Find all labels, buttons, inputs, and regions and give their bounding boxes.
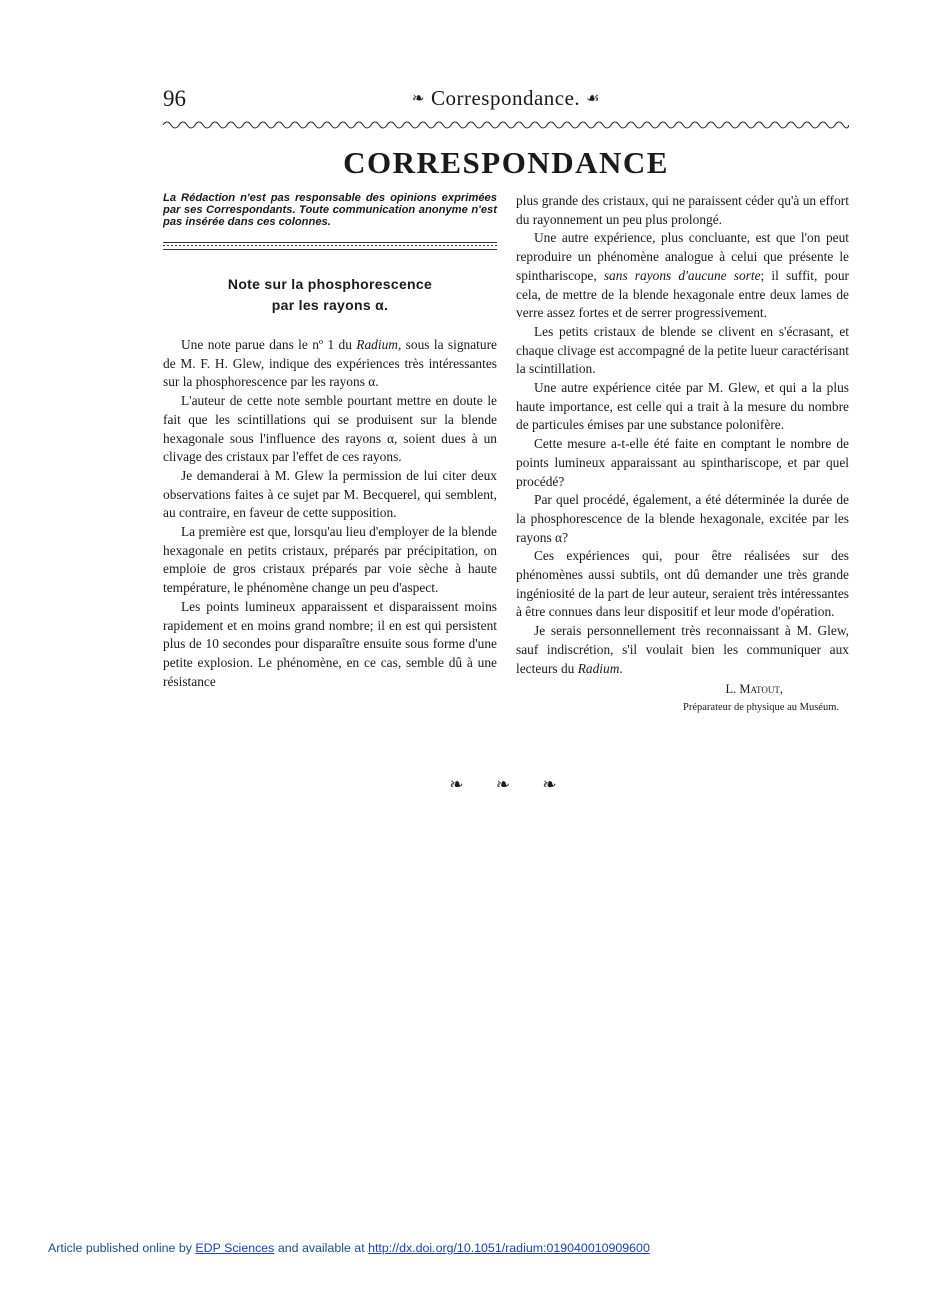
- right-column: [516, 192, 849, 718]
- left-ornament-icon: ❧: [411, 91, 425, 107]
- paragraph: Les points lumineux apparaissent et disparaissent moins rapidement et en moins grand nombre; il en est qui persistent plus de 10 secondes pour disparaître ensuite sous forme d'une petite explosion. Le phénomène, en ce cas, semble dû à une résistance: [163, 598, 497, 689]
- right-ornament-icon: ☙: [586, 91, 601, 107]
- wavy-rule-divider: [163, 118, 849, 130]
- journal-name: Radium: [577, 660, 620, 676]
- paragraph: L'auteur de cette note semble pourtant mettre en doute le fait que les scintillations qui se produisent sur la blende hexagonale sous l'influence des rayons α, soient dues à un clivage des cristaux par l'effet de ces rayons.: [163, 393, 497, 465]
- author-signature: L. Matout,: [725, 682, 783, 697]
- doi-link[interactable]: http://dx.doi.org/10.1051/radium:019040010909600: [368, 1241, 650, 1255]
- emphasis-text: sans rayons d'aucune sorte: [603, 267, 761, 283]
- paragraph: [516, 622, 849, 678]
- separator-rule: [163, 242, 497, 250]
- paragraph: Une autre expérience citée par M. Glew, et qui a la plus haute importance, est celle qui a trait à la mesure du nombre de particules émises par une substance polonifère.: [516, 380, 849, 433]
- paragraph: [163, 336, 497, 392]
- paragraph: Ces expériences qui, pour être réalisées sur des phénomènes aussi subtils, ont dû demander une très grande ingéniosité de la part de leur auteur, seraient très intéressantes à être connues dans leur dispositif et leur mode d'opération.: [516, 548, 849, 620]
- author-role: Préparateur de physique au Muséum.: [683, 701, 839, 713]
- paragraph-continuation: plus grande des cristaux, qui ne paraissent céder qu'à un effort du rayonnement un peu plus prolongé.: [516, 193, 849, 227]
- article-title-line-2: par les rayons α.: [271, 297, 389, 313]
- article-title: [163, 274, 497, 316]
- running-title: [163, 86, 849, 111]
- text-run: ; il suffit, pour cela, de mettre de la blende hexagonale entre deux lames de verre assez fortes et de serrer progressivement.: [516, 267, 850, 321]
- editorial-disclaimer: La Rédaction n'est pas responsable des opinions exprimées par ses Correspondants. Toute communication anonyme n'est pas insérée dans ces colonnes.: [163, 192, 497, 228]
- footer-text: Article published online by: [48, 1241, 196, 1255]
- section-title: CORRESPONDANCE: [343, 145, 669, 180]
- text-run: Une autre expérience, plus concluante, est que l'on peut reproduire un phénomène analogue à celui que présente le spinthariscope,: [516, 230, 849, 283]
- text-run: , sous la signature de M. F. H. Glew, indique des expériences très intéressantes sur la phosphorescence par les rayons α.: [163, 337, 498, 390]
- text-run: .: [619, 660, 623, 676]
- article-title-line-1: Note sur la phosphorescence: [227, 276, 433, 292]
- end-ornament-icon: ❧ ❧ ❧: [449, 775, 571, 794]
- left-column: [163, 192, 497, 691]
- journal-name: Radium: [356, 337, 398, 352]
- publication-footer: [48, 1241, 650, 1255]
- paragraph: [516, 229, 849, 323]
- paragraph: Je demanderai à M. Glew la permission de lui citer deux observations faites à ce sujet par M. Becquerel, qui semblent, au contraire, en faveur de cette supposition.: [163, 467, 497, 521]
- running-head: [163, 84, 849, 116]
- paragraph: Les petits cristaux de blende se clivent en s'écrasant, et chaque clivage est accompagné de la petite lueur caractérisant la scintillation.: [516, 323, 849, 377]
- paragraph: Par quel procédé, également, a été déterminée la durée de la phosphorescence de la blende hexagonale, excitée par les rayons α?: [516, 492, 849, 545]
- text-run: Une note parue dans le nº 1 du: [181, 337, 357, 352]
- paragraph: La première est que, lorsqu'au lieu d'employer de la blende hexagonale en petits cristaux, préparés par précipitation, on emploie de gros cristaux préparés par voie sèche à haute température, le phénomène change un peu d'aspect.: [163, 524, 497, 596]
- footer-text: and available at: [274, 1241, 369, 1255]
- edp-sciences-link[interactable]: EDP Sciences: [195, 1241, 275, 1255]
- paragraph: Cette mesure a-t-elle été faite en comptant le nombre de points lumineux apparaissant au spinthariscope, et par quel procédé?: [516, 436, 849, 489]
- page-number: 96: [163, 86, 186, 111]
- text-run: Je serais personnellement très reconnaissant à M. Glew, sauf indiscrétion, s'il voulait bien les communiquer aux lecteurs du: [516, 623, 849, 676]
- running-title-text: Correspondance.: [430, 86, 581, 110]
